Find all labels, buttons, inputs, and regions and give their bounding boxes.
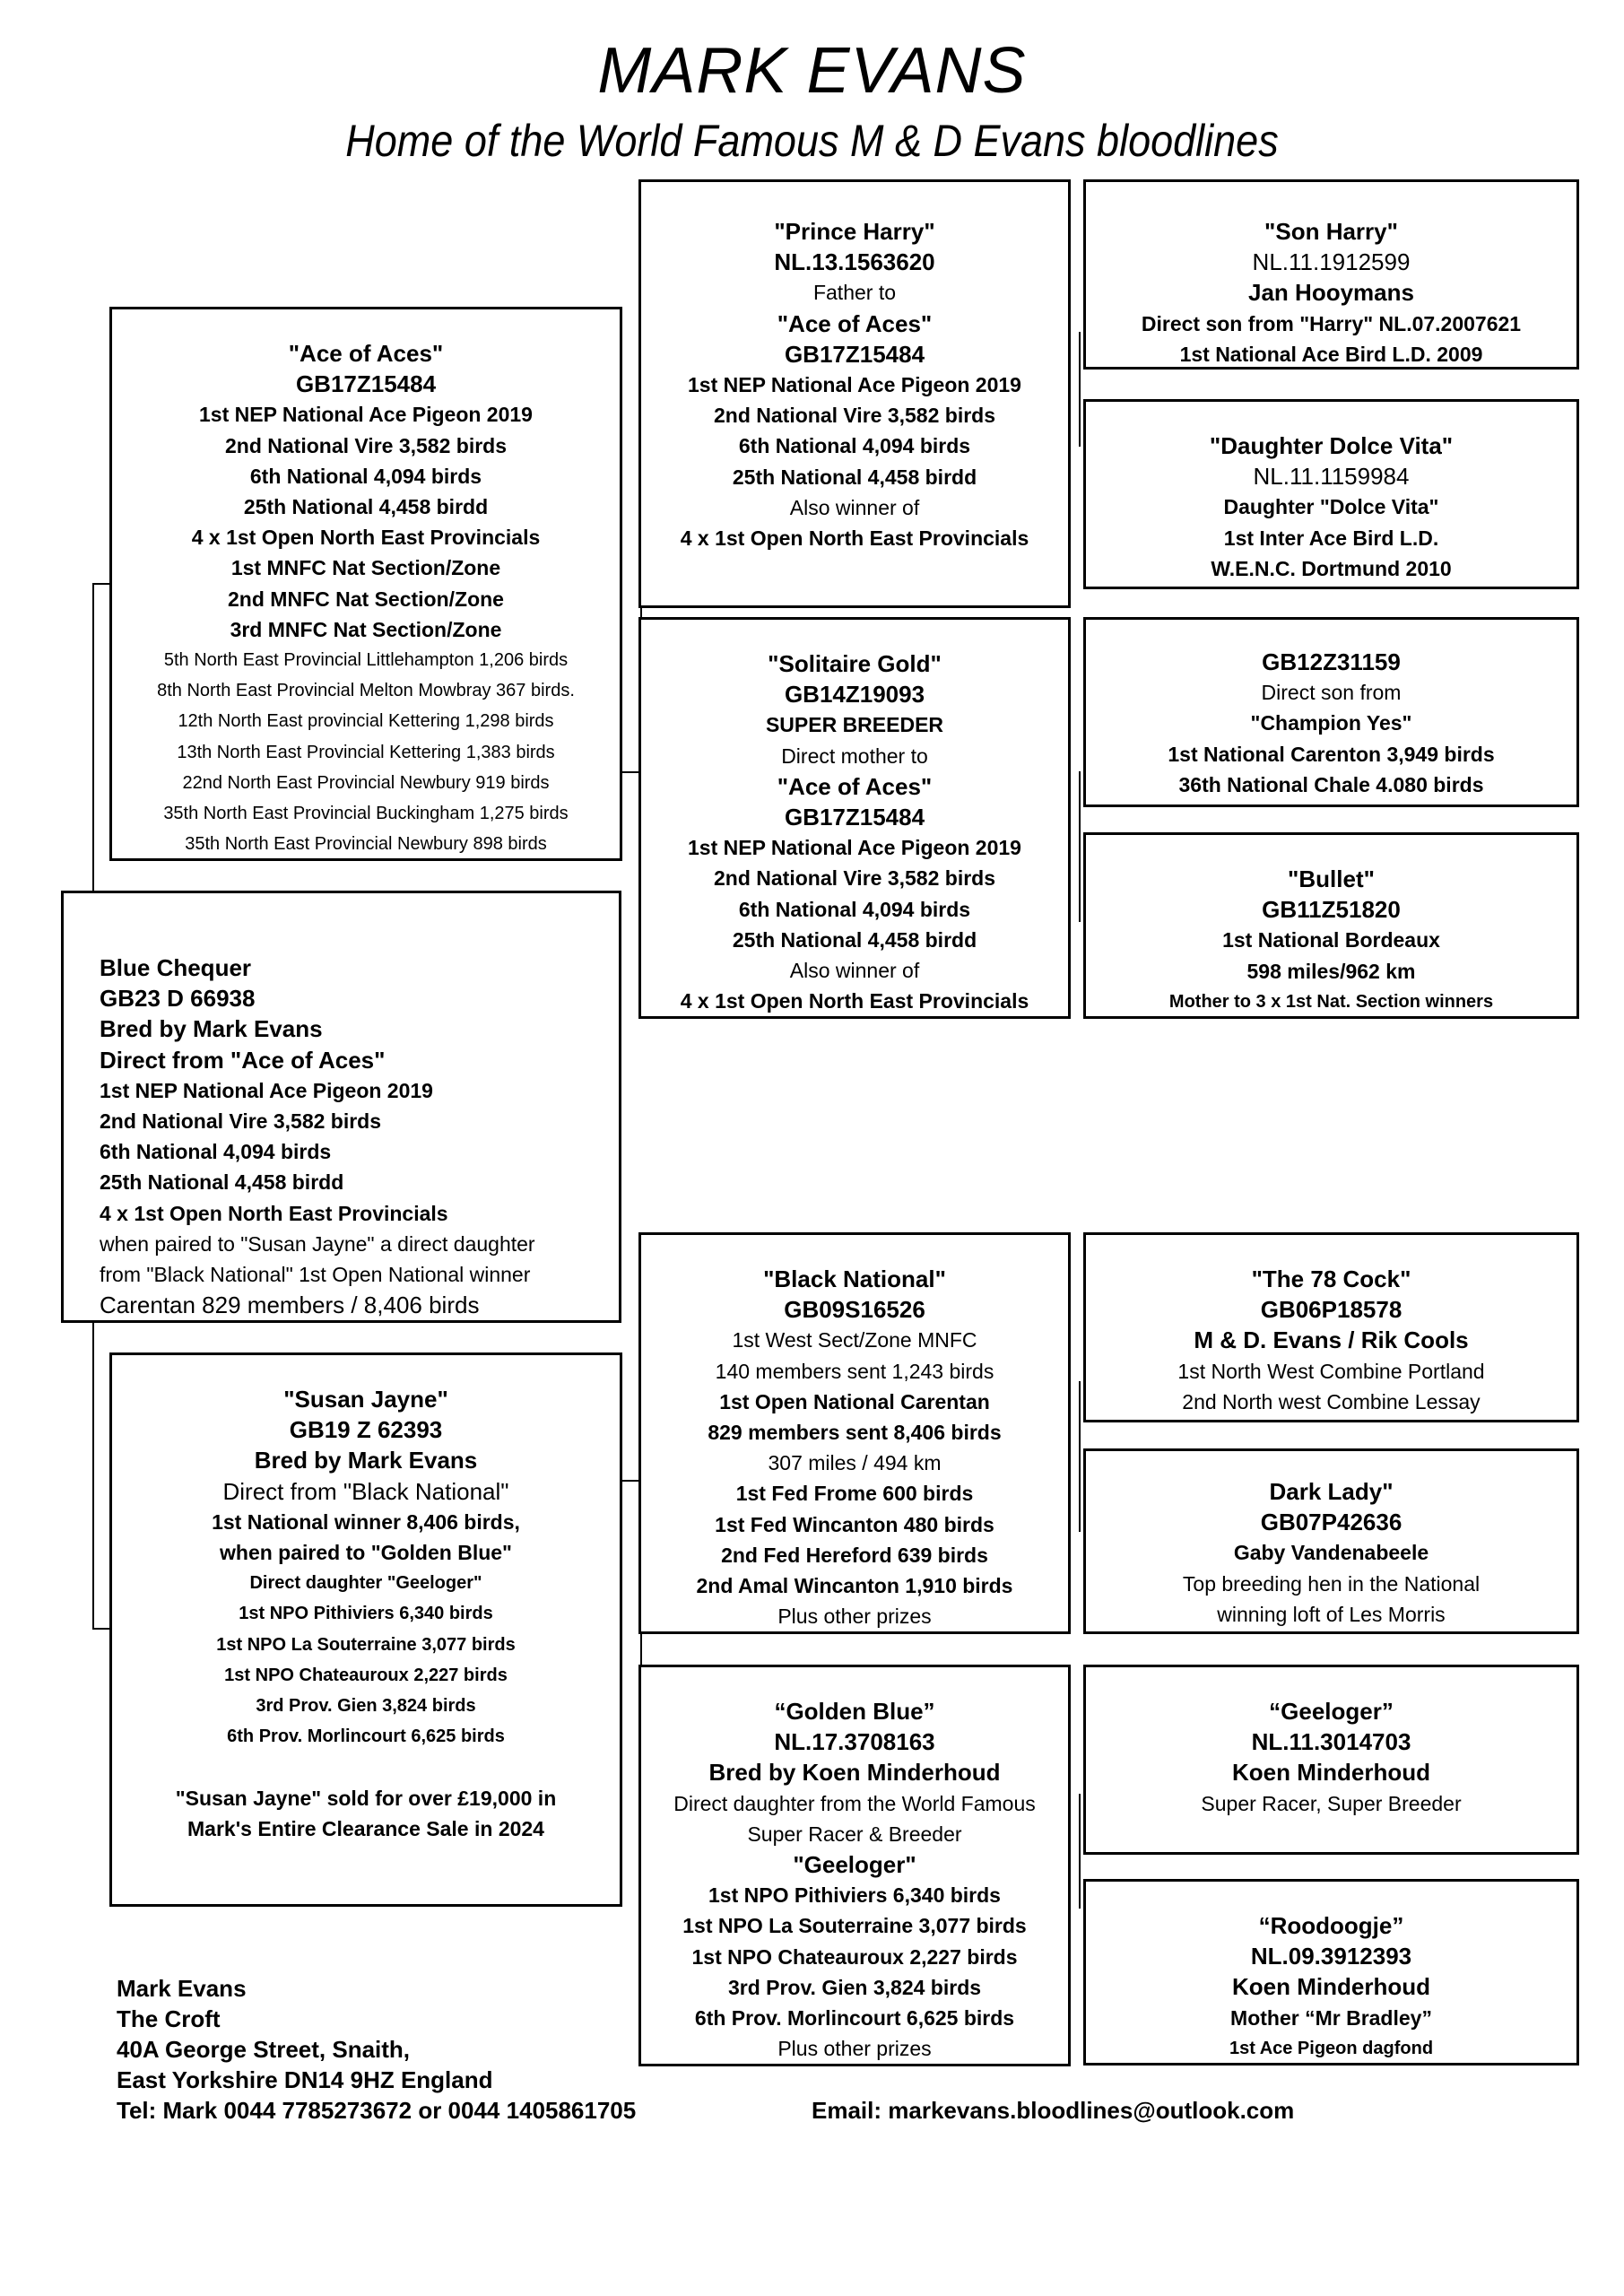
ggp-card-gb12z31159 [1083, 617, 1579, 807]
granddam-breeder: Bred by Koen Minderhoud [708, 1759, 1001, 1787]
granddam-title: SUPER BREEDER [765, 713, 944, 737]
ggp-breeder: M & D. Evans / Rik Cools [1194, 1326, 1469, 1354]
grandsire-offspring-ring: GB17Z15484 [784, 340, 925, 368]
ggp-result: 1st National Bordeaux [1222, 928, 1440, 952]
granddam-name: “Golden Blue” [774, 1698, 935, 1725]
ggp-card-dark-lady [1083, 1448, 1579, 1634]
granddam-ring: NL.17.3708163 [774, 1728, 935, 1756]
sire-card [109, 307, 622, 861]
sire-result: 13th North East Provincial Kettering 1,383 birds [177, 742, 555, 762]
ggp-note: W.E.N.C. Dortmund 2010 [1211, 556, 1452, 580]
grandsire-result: 1st NEP National Ace Pigeon 2019 [688, 373, 1021, 397]
sire-result: 12th North East provincial Kettering 1,298 birds [178, 711, 554, 732]
dam-result: 1st NPO Chateauroux 2,227 birds [224, 1665, 508, 1685]
ggp-name: "Son Harry" [1264, 218, 1398, 245]
ggp-ring: GB11Z51820 [1262, 896, 1401, 924]
ggp-distance: 598 miles/962 km [1246, 959, 1416, 983]
ggp-card-78-cock [1083, 1232, 1579, 1422]
granddam-result: 1st NEP National Ace Pigeon 2019 [688, 836, 1021, 860]
subject-origin: Direct from "Ace of Aces" [100, 1046, 386, 1074]
dam-result: 1st National winner 8,406 birds, [212, 1509, 520, 1534]
granddam-note: Direct daughter from the World Famous [673, 1791, 1036, 1815]
sire-result: 25th National 4,458 birdd [243, 495, 489, 519]
address-line: The Croft [117, 2005, 221, 2032]
grandsire-result: 1st Open National Carentan [719, 1389, 990, 1413]
grandsire-sire-card [638, 179, 1071, 608]
subject-result: 6th National 4,094 birds [100, 1140, 332, 1164]
sire-result: 35th North East Provincial Buckingham 1,275 birds [163, 804, 569, 824]
ggp-sire-name: "Champion Yes" [1250, 711, 1412, 735]
ggp-name: "Daughter Dolce Vita" [1209, 432, 1454, 459]
telephone: Tel: Mark 0044 7785273672 or 0044 1405861705 [117, 2097, 637, 2124]
ggp-name: "The 78 Cock" [1251, 1265, 1411, 1292]
ggp-name: "Bullet" [1288, 865, 1375, 892]
connector-dam [92, 1628, 110, 1630]
sire-result: 35th North East Provincial Newbury 898 birds [185, 834, 547, 855]
sire-result: 6th National 4,094 birds [249, 464, 482, 488]
connector-ggp-3 [1079, 1381, 1081, 1532]
subject-note: Carentan 829 members / 8,406 birds [100, 1292, 480, 1319]
connector-ggp-4 [1079, 1794, 1081, 1909]
sire-result: 8th North East Provincial Melton Mowbray 367 birds. [157, 681, 575, 701]
subject-result: 25th National 4,458 birdd [100, 1170, 344, 1195]
ggp-name: “Roodoogje” [1258, 1912, 1404, 1939]
subject-ring: GB23 D 66938 [100, 985, 256, 1013]
granddam-sire-side-card [638, 617, 1071, 1019]
ggp-note: 1st National Ace Bird L.D. 2009 [1179, 342, 1483, 366]
subject-note: from "Black National" 1st Open National winner [100, 1263, 531, 1287]
ggp-card-roodoogje [1083, 1879, 1579, 2066]
ggp-ring: GB07P42636 [1260, 1509, 1403, 1536]
grandsire-result: 1st West Sect/Zone MNFC [732, 1328, 977, 1352]
connector-ggp-1 [1079, 332, 1081, 447]
sire-result: 1st MNFC Nat Section/Zone [230, 556, 501, 580]
subject-result: 2nd National Vire 3,582 birds [100, 1109, 382, 1134]
granddam-offspring: "Ace of Aces" [777, 772, 933, 800]
dam-sale-note: "Susan Jayne" sold for over £19,000 in [175, 1786, 557, 1810]
dam-breeder: Bred by Mark Evans [254, 1447, 478, 1474]
ggp-ring: NL.09.3912393 [1250, 1943, 1412, 1970]
dam-result: when paired to "Golden Blue" [220, 1541, 512, 1565]
ggp-note: winning loft of Les Morris [1217, 1602, 1446, 1626]
grandsire-result: 2nd Fed Hereford 639 birds [721, 1543, 988, 1567]
ggp-breeder: Gaby Vandenabeele [1233, 1541, 1429, 1565]
ggp-note: Mother “Mr Bradley” [1230, 2005, 1432, 2030]
dam-spacer [112, 1752, 620, 1782]
sire-name: "Ace of Aces" [288, 340, 444, 367]
grandsire-result: 6th National 4,094 birds [738, 434, 971, 458]
dam-result: 1st NPO Pithiviers 6,340 birds [239, 1604, 493, 1624]
grandsire-ring: GB09S16526 [784, 1296, 925, 1324]
sire-ring: GB17Z15484 [295, 370, 437, 398]
ggp-ring: NL.11.1159984 [1253, 463, 1410, 491]
dam-name: "Susan Jayne" [283, 1386, 448, 1413]
grandsire-distance: 307 miles / 494 km [768, 1451, 942, 1475]
ggp-result: 2nd North west Combine Lessay [1182, 1389, 1481, 1413]
dam-card [109, 1352, 622, 1907]
connector-sire [92, 583, 110, 585]
granddam-result: 4 x 1st Open North East Provincials [680, 989, 1029, 1013]
sire-result: 2nd MNFC Nat Section/Zone [228, 587, 504, 611]
granddam-note: Plus other prizes [777, 2037, 932, 2061]
granddam-note: Direct mother to [781, 744, 928, 768]
dam-result: 3rd Prov. Gien 3,824 birds [256, 1696, 476, 1717]
sire-result: 3rd MNFC Nat Section/Zone [230, 617, 502, 641]
granddam-offspring-ring: GB17Z15484 [784, 804, 925, 831]
address-line: Mark Evans [117, 1975, 247, 2002]
grandsire-result: 4 x 1st Open North East Provincials [680, 526, 1029, 551]
granddam-result: 1st NPO La Souterraine 3,077 birds [682, 1914, 1027, 1938]
sire-result: 4 x 1st Open North East Provincials [191, 526, 541, 550]
dam-result: 1st NPO La Souterraine 3,077 birds [216, 1634, 516, 1655]
contact-address [117, 1973, 636, 2126]
granddam-note: Super Racer & Breeder [747, 1822, 962, 1846]
ggp-breeder: Koen Minderhoud [1232, 1973, 1430, 2001]
ggp-note: 1st Ace Pigeon dagfond [1229, 2038, 1434, 2058]
grandsire-result: 829 members sent 8,406 birds [708, 1421, 1002, 1445]
dam-origin: Direct from "Black National" [222, 1477, 509, 1505]
ggp-name: “Geeloger” [1269, 1698, 1394, 1725]
subject-result: 1st NEP National Ace Pigeon 2019 [100, 1078, 433, 1102]
sire-result: 1st NEP National Ace Pigeon 2019 [199, 403, 533, 427]
grandsire-result: 2nd National Vire 3,582 birds [713, 404, 996, 428]
grandsire-note: Also winner of [789, 495, 920, 519]
granddam-note: Also winner of [789, 959, 920, 983]
granddam-result: 6th National 4,094 birds [738, 897, 971, 921]
ggp-result: 1st National Carenton 3,949 birds [1168, 742, 1495, 766]
ggp-name: Dark Lady" [1269, 1478, 1394, 1505]
ggp-result: 36th National Chale 4.080 birds [1178, 772, 1484, 796]
subject-note: when paired to "Susan Jayne" a direct daughter [100, 1231, 535, 1256]
ggp-note: Direct son from [1261, 681, 1402, 705]
sire-result: 5th North East Provincial Littlehampton 1,206 birds [163, 650, 569, 671]
granddam-ring: GB14Z19093 [784, 681, 925, 709]
grandsire-name: "Prince Harry" [774, 218, 935, 245]
grandsire-dam-side-card [638, 1232, 1071, 1634]
contact-email[interactable]: Email: markevans.bloodlines@outlook.com [812, 2097, 1295, 2124]
ggp-card-bullet [1083, 832, 1579, 1019]
subject-result: 4 x 1st Open North East Provincials [100, 1201, 448, 1225]
dam-result: 6th Prov. Morlincourt 6,625 birds [227, 1726, 505, 1747]
granddam-result: 1st NPO Chateauroux 2,227 birds [691, 1944, 1018, 1969]
ggp-card-daughter-dolce-vita [1083, 399, 1579, 589]
grandsire-name: "Black National" [763, 1265, 946, 1292]
granddam-sire-name: "Geeloger" [793, 1851, 916, 1879]
ggp-note: Daughter "Dolce Vita" [1223, 495, 1439, 519]
ggp-note: Top breeding hen in the National [1182, 1571, 1481, 1596]
grandsire-result: 140 members sent 1,243 birds [715, 1359, 994, 1383]
grandsire-result: 2nd Amal Wincanton 1,910 birds [696, 1574, 1013, 1598]
granddam-result: 3rd Prov. Gien 3,824 birds [727, 1975, 982, 1999]
dam-sale-note: Mark's Entire Clearance Sale in 2024 [187, 1816, 544, 1840]
granddam-result: 6th Prov. Morlincourt 6,625 birds [694, 2006, 1015, 2031]
ggp-card-geeloger [1083, 1665, 1579, 1855]
subject-breeder: Bred by Mark Evans [100, 1015, 323, 1043]
grandsire-offspring: "Ace of Aces" [777, 309, 933, 337]
connector-ggp-2 [1079, 771, 1081, 922]
dam-ring: GB19 Z 62393 [289, 1416, 443, 1444]
connector-dam-parents-h [621, 1480, 640, 1482]
granddam-result: 25th National 4,458 birdd [732, 927, 977, 952]
granddam-dam-side-card [638, 1665, 1071, 2066]
page-title: MARK EVANS [597, 35, 1027, 107]
ggp-result: 1st North West Combine Portland [1177, 1359, 1485, 1383]
connector-sire-parents-h [621, 771, 640, 773]
ggp-note: 1st Inter Ace Bird L.D. [1223, 526, 1439, 550]
page-subtitle: Home of the World Famous M & D Evans bloodlines [345, 116, 1279, 166]
grandsire-note: Father to [812, 281, 897, 305]
ggp-breeder: Koen Minderhoud [1232, 1759, 1430, 1787]
subject-color: Blue Chequer [100, 954, 252, 981]
ggp-breeder: Jan Hooymans [1248, 279, 1414, 307]
ggp-ring: GB06P18578 [1260, 1296, 1403, 1324]
ggp-note: Direct son from "Harry" NL.07.2007621 [1141, 311, 1522, 335]
ggp-note: Super Racer, Super Breeder [1201, 1791, 1462, 1815]
address-line: 40A George Street, Snaith, [117, 2036, 411, 2063]
grandsire-ring: NL.13.1563620 [774, 248, 935, 276]
sire-result: 22nd North East Provincial Newbury 919 birds [182, 772, 550, 793]
granddam-name: "Solitaire Gold" [768, 650, 942, 677]
granddam-result: 1st NPO Pithiviers 6,340 birds [708, 1883, 1001, 1908]
ggp-ring: GB12Z31159 [1262, 648, 1401, 675]
grandsire-result: 25th National 4,458 birdd [732, 465, 977, 489]
ggp-note: Mother to 3 x 1st Nat. Section winners [1168, 991, 1494, 1012]
ggp-ring: NL.11.1912599 [1252, 248, 1411, 276]
dam-result: Direct daughter "Geeloger" [249, 1573, 482, 1594]
sire-result: 2nd National Vire 3,582 birds [224, 433, 508, 457]
grandsire-result: 1st Fed Wincanton 480 birds [715, 1512, 994, 1536]
ggp-card-son-harry [1083, 179, 1579, 370]
grandsire-note: Plus other prizes [777, 1605, 932, 1629]
ggp-ring: NL.11.3014703 [1251, 1728, 1411, 1756]
grandsire-result: 1st Fed Frome 600 birds [735, 1482, 974, 1506]
granddam-result: 2nd National Vire 3,582 birds [713, 866, 996, 891]
address-line: East Yorkshire DN14 9HZ England [117, 2066, 493, 2093]
subject-card [61, 891, 621, 1323]
